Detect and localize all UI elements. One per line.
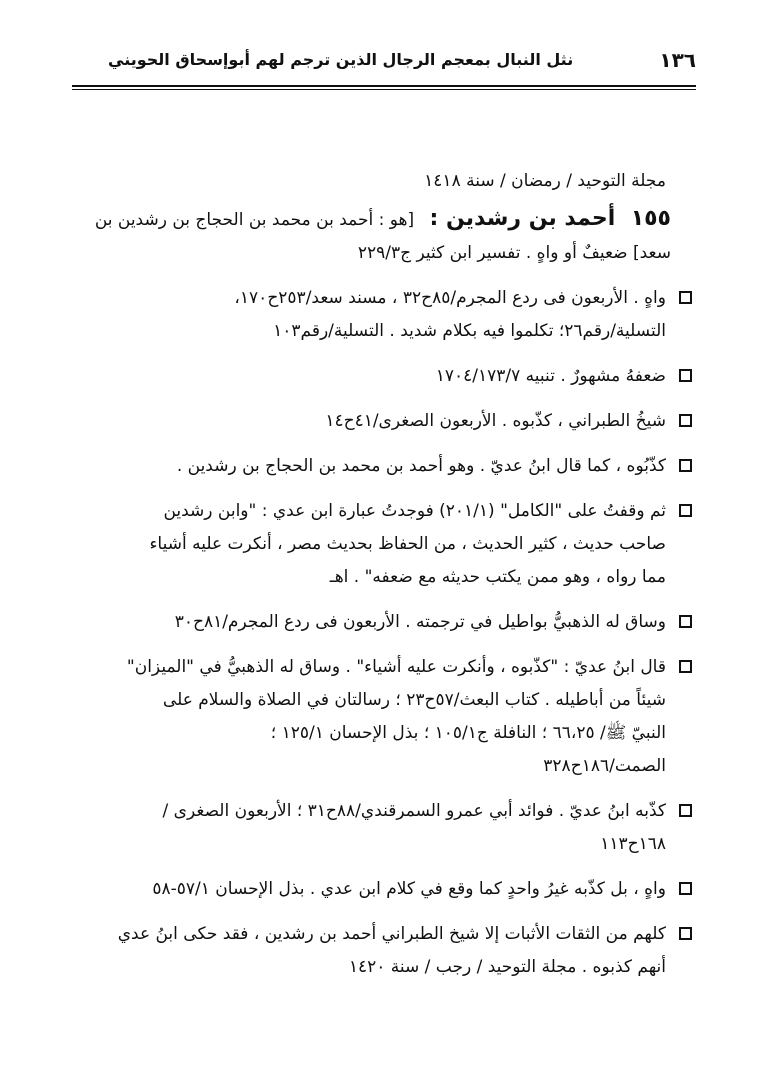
header-rule-thick (72, 85, 696, 87)
checkbox-bullet-icon (679, 459, 692, 472)
list-item-line: التسلية/رقم٢٦؛ تكلموا فيه بكلام شديد . التسلية/رقم١٠٣ (273, 321, 666, 341)
entry-intro-line-2: سعد] ضعيفٌ أو واهٍ . تفسير ابن كثير ج٢٢٩/٣ (357, 243, 671, 263)
checkbox-bullet-icon (679, 882, 692, 895)
list-item-line: كذّبُوه ، كما قال ابنُ عديّ . وهو أحمد بن محمد بن الحجاج بن رشدين . (176, 456, 666, 476)
checkbox-bullet-icon (679, 660, 692, 673)
page-number: ١٣٦ (659, 48, 696, 72)
bullet-list (70, 282, 666, 984)
list-item (70, 873, 666, 906)
checkbox-bullet-icon (679, 369, 692, 382)
list-item-line: واهٍ . الأربعون فى ردع المجرم/٨٥ح٣٢ ، مسند سعد/٢٥٣ح١٧٠، (234, 288, 666, 308)
entry-number: ١٥٥ (630, 206, 671, 231)
list-item (70, 495, 666, 594)
entry-intro-line-1: [هو : أحمد بن محمد بن الحجاج بن رشدين بن (94, 210, 415, 230)
list-item (70, 918, 666, 984)
checkbox-bullet-icon (679, 804, 692, 817)
list-item (70, 282, 666, 348)
checkbox-bullet-icon (679, 615, 692, 628)
list-item-line: قال ابنُ عديّ : "كذّبوه ، وأنكرت عليه أشياء" . وساق له الذهبيُّ في "الميزان" (126, 657, 666, 677)
list-item-line: ضعفهُ مشهورٌ . تنبيه ١٧٠٤/١٧٣/٧ (435, 366, 666, 386)
list-item (70, 651, 666, 783)
running-title: نثل النبال بمعجم الرجال الذين ترجم لهم أبوإسحاق الحويني (108, 50, 574, 69)
list-item-line: ثم وقفتُ على "الكامل" (٢٠١/١) فوجدتُ عبارة ابن عدي : "وابن رشدين (163, 501, 666, 521)
list-item-line: ١٦٨ح١١٣ (600, 834, 666, 854)
list-item-line: النبيّ ﷺ/ ٦٦،٢٥ ؛ النافلة ج١٠٥/١ ؛ بذل الإحسان ١٢٥/١ ؛ (270, 723, 666, 743)
list-item-line: أنهم كذبوه . مجلة التوحيد / رجب / سنة ١٤٢٠ (348, 957, 666, 977)
checkbox-bullet-icon (679, 504, 692, 517)
list-item (70, 405, 666, 438)
header-rule-thin (72, 89, 696, 90)
list-item (70, 606, 666, 639)
list-item-line: شيئاً من أباطيله . كتاب البعث/٥٧ح٢٣ ؛ رسالتان في الصلاة والسلام على (162, 690, 666, 710)
entry-name: أحمد بن رشدين : (429, 206, 616, 231)
page-body (70, 165, 671, 984)
list-item-line: واهٍ ، بل كذّبه غيرُ واحدٍ كما وقع في كلام ابن عدي . بذل الإحسان ٥٧/١-٥٨ (152, 879, 666, 899)
entry-heading (70, 202, 671, 270)
list-item (70, 360, 666, 393)
checkbox-bullet-icon (679, 414, 692, 427)
list-item (70, 795, 666, 861)
list-item-line: صاحب حديث ، كثير الحديث ، من الحفاظ بحديث مصر ، أنكرت عليه أشياء (149, 534, 666, 554)
list-item (70, 450, 666, 483)
page-header (72, 42, 696, 82)
list-item-line: كذّبه ابنُ عديّ . فوائد أبي عمرو السمرقندي/٨٨ح٣١ ؛ الأربعون الصغرى / (162, 801, 666, 821)
checkbox-bullet-icon (679, 927, 692, 940)
list-item-line: الصمت/١٨٦ح٣٢٨ (543, 756, 666, 776)
checkbox-bullet-icon (679, 291, 692, 304)
list-item-line: وساق له الذهبيُّ بواطيل في ترجمته . الأربعون فى ردع المجرم/٨١ح٣٠ (174, 612, 666, 632)
list-item-line: مما رواه ، وهو ممن يكتب حديثه مع ضعفه" . اهـ (329, 567, 666, 587)
source-line: مجلة التوحيد / رمضان / سنة ١٤١٨ (424, 171, 666, 191)
list-item-line: كلهم من الثقات الأثبات إلا شيخ الطبراني أحمد بن رشدين ، فقد حكى ابنُ عدي (117, 924, 666, 944)
list-item-line: شيخُ الطبراني ، كذّبوه . الأربعون الصغرى/٤١ح١٤ (325, 411, 666, 431)
